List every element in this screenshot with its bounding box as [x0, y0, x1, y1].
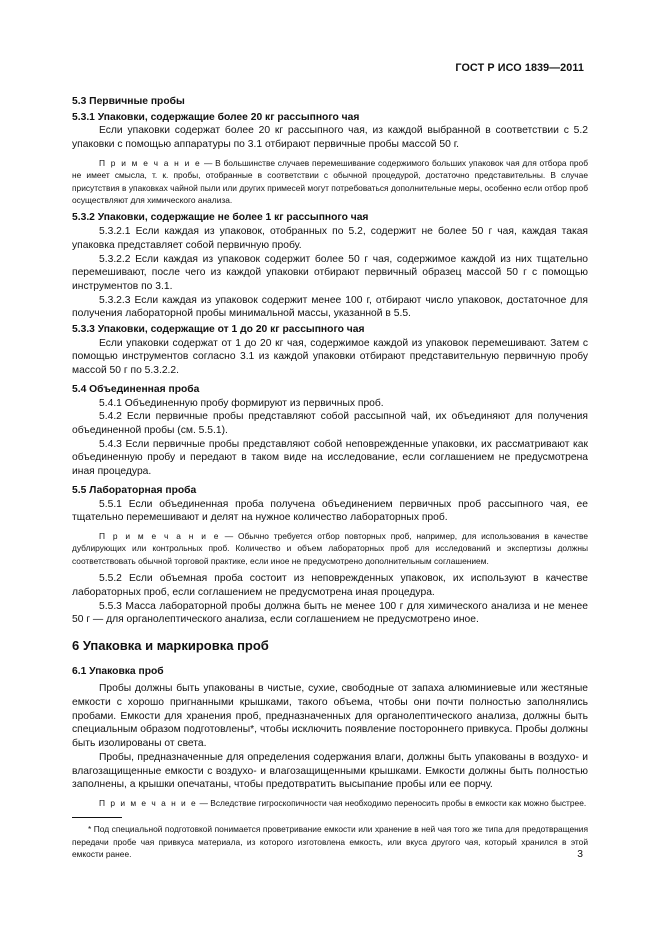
section-5-5-title: 5.5 Лабораторная проба: [72, 484, 197, 496]
note: [72, 530, 588, 567]
paragraph: 5.3.2.2 Если каждая из упаковок содержит более 50 г чая, содержимое каждой из них тщательно перемешивают, после чего из каждой упаковки отбирают первичный образец массой 50 г с помощью инструментов по 3.1.: [72, 253, 588, 292]
paragraph: Пробы, предназначенные для определения содержания влаги, должны быть упакованы в воздухо- и влагозащищенные емкости с воздухо- и влагозащищенными крышками. Емкости должны быть полностью заполнены, а крышки опечатаны, чтобы предотвратить высыпание пробы или ее порчу.: [72, 751, 588, 791]
section-5-4-title: 5.4 Объединенная проба: [72, 383, 200, 395]
note-label: П р и м е ч а н и е: [99, 157, 202, 168]
paragraph: 5.5.1 Если объединенная проба получена объединением первичных проб рассыпного чая, ее тщательно перемешивают и делят на нужное количество лабораторных проб.: [72, 498, 588, 524]
paragraph: Пробы должны быть упакованы в чистые, сухие, свободные от запаха алюминиевые или жестяные емкости с хорошо пригнанными крышками, такого объема, чтобы они почти полностью заполнялись пробами. Емкости для хранения проб, предназначенных для органолептического анализа, должны быть специальным образом подготовлены*, чтобы исключить появление постороннего привкуса. Пробы должны быть изолированы от света.: [72, 683, 588, 750]
document-body: [72, 93, 588, 861]
paragraph: 5.4.1 Объединенную пробу формируют из первичных проб.: [99, 397, 384, 409]
note-text: — Обычно требуется отбор повторных проб, например, для использования в качестве дублирующих или контрольных проб. Количество и объем лабораторных проб для исследований и экспертизы должны соответствовать обычной торговой практике, если иное не предусмотрено дополнительным соглашением.: [72, 530, 588, 566]
page-number: 3: [577, 849, 583, 860]
section-5-3-1-title: 5.3.1 Упаковки, содержащие более 20 кг рассыпного чая: [72, 111, 360, 123]
paragraph: 5.4.3 Если первичные пробы представляют собой неповрежденные упаковки, их рассматривают как объединенную пробу и передают в таком виде на исследование, если соглашением не предусмотрена иная процедура.: [72, 438, 588, 478]
paragraph: 5.3.2.3 Если каждая из упаковок содержит менее 100 г, отбирают число упаковок, достаточное для получения лабораторной пробы минимальной массы, указанной в 5.5.: [72, 294, 588, 320]
section-5-3-title: 5.3 Первичные пробы: [72, 96, 185, 107]
document-code: ГОСТ Р ИСО 1839—2011: [455, 62, 584, 74]
paragraph: 5.5.3 Масса лабораторной пробы должна быть не менее 100 г для химического анализа и не менее 50 г — для органолептического анализа, если соглашением не предусмотрено иное.: [72, 600, 588, 626]
footnote-divider: [72, 817, 122, 818]
paragraph: Если упаковки содержат более 20 кг рассыпного чая, из каждой выбранной в соответствии с 5.2 упаковки с помощью аппаратуры по 3.1 отбирают первичные пробы массой 50 г.: [72, 125, 588, 151]
note-label: П р и м е ч а н и е: [99, 797, 198, 808]
paragraph: 5.5.2 Если объемная проба состоит из неповрежденных упаковок, их используют в качестве лабораторных проб, если соглашением не предусмотрена иная процедура.: [72, 573, 588, 598]
section-6-title: 6 Упаковка и маркировка проб: [72, 637, 269, 653]
footnote: * Под специальной подготовкой понимается проветривание емкости или хранение в ней чая того же типа для предотвращения передачи пробе чая привкуса материала, из которого изготовлена емкость, или вкуса другого чая, который хранился в этой емкости ранее.: [72, 824, 588, 860]
note-label: П р и м е ч а н и е: [99, 530, 220, 541]
section-5-3-2-title: 5.3.2 Упаковки, содержащие не более 1 кг рассыпного чая: [72, 212, 369, 224]
note-text: — Вследствие гигроскопичности чая необходимо переносить пробы в емкости как можно быстрее.: [197, 797, 587, 808]
note-text: — В большинстве случаев перемешивание содержимого больших упаковок чая для отбора проб не имеет смысла, т. к. пробы, отобранные в соответствии с обычной процедурой, достаточно представительны. В случае присутствия в упаковках чайной пыли или других примесей могут потребоваться дополнительные меры, особенно если отбор проб осуществляют для химического анализа.: [72, 157, 588, 206]
note: [72, 157, 588, 207]
paragraph: 5.3.2.1 Если каждая из упаковок, отобранных по 5.2, содержит не более 50 г чая, каждая такая упаковка представляет собой первичную пробу.: [72, 226, 588, 251]
note: [72, 797, 588, 809]
section-6-1-title: 6.1 Упаковка проб: [72, 665, 164, 677]
paragraph: Если упаковки содержат от 1 до 20 кг чая, содержимое каждой из упаковок перемешивают. Затем с помощью инструментов согласно 3.1 из каждой упаковки отбирают представительную первичную пробу массой 50 г по 5.3.2.2.: [72, 337, 588, 377]
section-5-3-3-title: 5.3.3 Упаковки, содержащие от 1 до 20 кг рассыпного чая: [72, 324, 365, 336]
paragraph: 5.4.2 Если первичные пробы представляют собой рассыпной чай, их объединяют для получения объединенной пробы (см. 5.5.1).: [72, 411, 588, 436]
